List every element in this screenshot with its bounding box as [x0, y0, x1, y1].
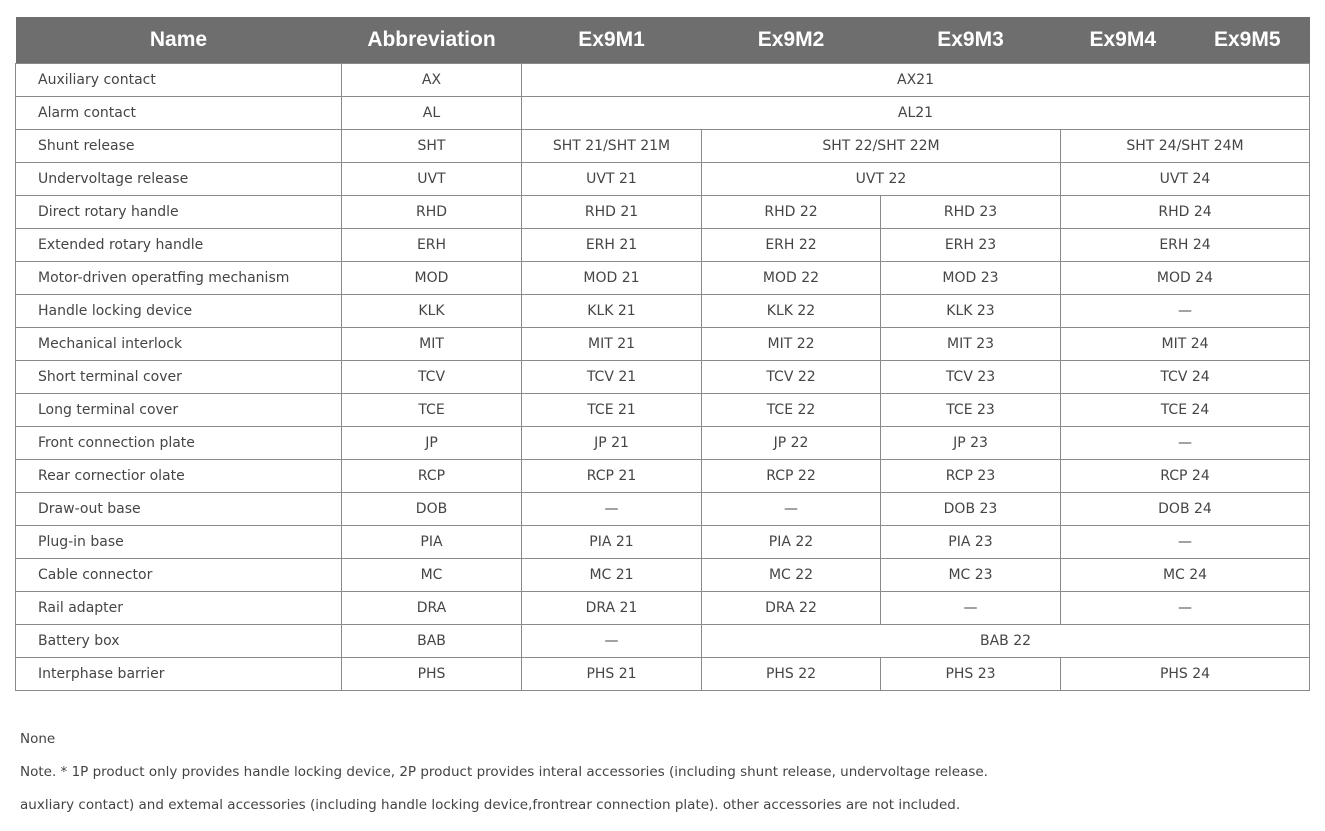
model-cell: RCP 24: [1061, 460, 1310, 493]
table-row: [16, 130, 1310, 163]
accessory-name: Mechanical interlock: [16, 328, 342, 361]
table-row: [16, 493, 1310, 526]
accessory-abbreviation: JP: [342, 427, 522, 460]
accessory-name: Cable connector: [16, 559, 342, 592]
accessory-name: Undervoltage release: [16, 163, 342, 196]
model-cell: RHD 21: [522, 196, 702, 229]
model-cell: KLK 23: [881, 295, 1061, 328]
model-cell: AX21: [522, 64, 1310, 97]
model-cell: MC 23: [881, 559, 1061, 592]
accessories-table: [15, 17, 1310, 691]
model-cell: UVT 22: [702, 163, 1061, 196]
accessory-abbreviation: AX: [342, 64, 522, 97]
table-row: [16, 625, 1310, 658]
accessory-abbreviation: TCE: [342, 394, 522, 427]
header-ex9m2: Ex9M2: [702, 17, 881, 64]
model-cell: —: [1061, 295, 1310, 328]
model-cell: MOD 23: [881, 262, 1061, 295]
table-row: [16, 328, 1310, 361]
table-row: [16, 64, 1310, 97]
model-cell: MIT 21: [522, 328, 702, 361]
model-cell: TCE 21: [522, 394, 702, 427]
model-cell: UVT 24: [1061, 163, 1310, 196]
accessory-name: Handle locking device: [16, 295, 342, 328]
accessory-abbreviation: ERH: [342, 229, 522, 262]
model-cell: MOD 21: [522, 262, 702, 295]
model-cell: MIT 24: [1061, 328, 1310, 361]
model-cell: TCV 21: [522, 361, 702, 394]
model-cell: DRA 21: [522, 592, 702, 625]
model-cell: TCV 23: [881, 361, 1061, 394]
note-line-1: Note. * 1P product only provides handle locking device, 2P product provides interal accessories (including shunt release, undervoltage release.: [20, 764, 988, 780]
accessory-name: Shunt release: [16, 130, 342, 163]
accessory-abbreviation: PHS: [342, 658, 522, 691]
model-cell: SHT 22/SHT 22M: [702, 130, 1061, 163]
model-cell: —: [1061, 526, 1310, 559]
accessory-name: Interphase barrier: [16, 658, 342, 691]
model-cell: MC 24: [1061, 559, 1310, 592]
model-cell: JP 23: [881, 427, 1061, 460]
header-ex9m5: Ex9M5: [1213, 28, 1281, 51]
model-cell: RHD 23: [881, 196, 1061, 229]
table-row: [16, 163, 1310, 196]
model-cell: MOD 22: [702, 262, 881, 295]
accessory-name: Short terminal cover: [16, 361, 342, 394]
model-cell: UVT 21: [522, 163, 702, 196]
accessory-name: Long terminal cover: [16, 394, 342, 427]
model-cell: RHD 24: [1061, 196, 1310, 229]
header-ex9m3: Ex9M3: [881, 17, 1061, 64]
accessory-name: Rear cornectior olate: [16, 460, 342, 493]
accessory-abbreviation: BAB: [342, 625, 522, 658]
table-row: [16, 460, 1310, 493]
model-cell: PHS 23: [881, 658, 1061, 691]
accessory-abbreviation: AL: [342, 97, 522, 130]
model-cell: TCV 24: [1061, 361, 1310, 394]
table-header-row: [16, 17, 1310, 64]
model-cell: RCP 22: [702, 460, 881, 493]
table-row: [16, 229, 1310, 262]
model-cell: TCV 22: [702, 361, 881, 394]
accessory-name: Battery box: [16, 625, 342, 658]
accessory-abbreviation: RCP: [342, 460, 522, 493]
model-cell: DOB 24: [1061, 493, 1310, 526]
model-cell: MIT 22: [702, 328, 881, 361]
accessory-abbreviation: UVT: [342, 163, 522, 196]
model-cell: —: [522, 493, 702, 526]
table-row: [16, 592, 1310, 625]
table-row: [16, 427, 1310, 460]
accessory-name: Motor-driven operatfing mechanism: [16, 262, 342, 295]
accessory-name: Extended rotary handle: [16, 229, 342, 262]
table-row: [16, 262, 1310, 295]
header-ex9m4-ex9m5: [1061, 17, 1310, 64]
model-cell: DRA 22: [702, 592, 881, 625]
model-cell: ERH 24: [1061, 229, 1310, 262]
model-cell: MOD 24: [1061, 262, 1310, 295]
accessory-abbreviation: TCV: [342, 361, 522, 394]
accessory-name: Plug-in base: [16, 526, 342, 559]
table-body: [16, 64, 1310, 691]
accessory-abbreviation: KLK: [342, 295, 522, 328]
table-row: [16, 295, 1310, 328]
model-cell: ERH 23: [881, 229, 1061, 262]
model-cell: TCE 24: [1061, 394, 1310, 427]
model-cell: MC 22: [702, 559, 881, 592]
model-cell: PIA 23: [881, 526, 1061, 559]
model-cell: TCE 22: [702, 394, 881, 427]
model-cell: JP 21: [522, 427, 702, 460]
accessory-abbreviation: MOD: [342, 262, 522, 295]
accessory-abbreviation: MIT: [342, 328, 522, 361]
model-cell: MIT 23: [881, 328, 1061, 361]
table-row: [16, 658, 1310, 691]
accessory-name: Draw-out base: [16, 493, 342, 526]
table-row: [16, 559, 1310, 592]
model-cell: JP 22: [702, 427, 881, 460]
model-cell: PHS 24: [1061, 658, 1310, 691]
model-cell: BAB 22: [702, 625, 1310, 658]
model-cell: RCP 21: [522, 460, 702, 493]
model-cell: RCP 23: [881, 460, 1061, 493]
model-cell: TCE 23: [881, 394, 1061, 427]
model-cell: —: [881, 592, 1061, 625]
accessory-abbreviation: PIA: [342, 526, 522, 559]
model-cell: PIA 22: [702, 526, 881, 559]
model-cell: KLK 21: [522, 295, 702, 328]
model-cell: PHS 21: [522, 658, 702, 691]
header-ex9m1: Ex9M1: [522, 17, 702, 64]
header-name: Name: [16, 17, 342, 64]
header-ex9m4: Ex9M4: [1089, 28, 1157, 51]
accessory-abbreviation: MC: [342, 559, 522, 592]
model-cell: ERH 21: [522, 229, 702, 262]
table-row: [16, 394, 1310, 427]
model-cell: —: [702, 493, 881, 526]
accessory-name: Rail adapter: [16, 592, 342, 625]
model-cell: —: [1061, 592, 1310, 625]
model-cell: RHD 22: [702, 196, 881, 229]
note-line-2: auxliary contact) and extemal accessories (including handle locking device,frontrear connection plate). other accessories are not included.: [20, 797, 961, 813]
accessory-abbreviation: RHD: [342, 196, 522, 229]
accessory-abbreviation: SHT: [342, 130, 522, 163]
model-cell: PIA 21: [522, 526, 702, 559]
table-row: [16, 526, 1310, 559]
header-abbreviation: Abbreviation: [342, 17, 522, 64]
table-row: [16, 361, 1310, 394]
model-cell: —: [1061, 427, 1310, 460]
model-cell: —: [522, 625, 702, 658]
table-row: [16, 196, 1310, 229]
model-cell: AL21: [522, 97, 1310, 130]
model-cell: ERH 22: [702, 229, 881, 262]
model-cell: PHS 22: [702, 658, 881, 691]
table-row: [16, 97, 1310, 130]
model-cell: DOB 23: [881, 493, 1061, 526]
accessory-name: Alarm contact: [16, 97, 342, 130]
model-cell: SHT 24/SHT 24M: [1061, 130, 1310, 163]
accessory-abbreviation: DRA: [342, 592, 522, 625]
accessory-name: Auxiliary contact: [16, 64, 342, 97]
model-cell: SHT 21/SHT 21M: [522, 130, 702, 163]
accessory-abbreviation: DOB: [342, 493, 522, 526]
accessory-name: Front connection plate: [16, 427, 342, 460]
model-cell: KLK 22: [702, 295, 881, 328]
model-cell: MC 21: [522, 559, 702, 592]
note-none-label: None: [20, 731, 56, 747]
accessory-name: Direct rotary handle: [16, 196, 342, 229]
